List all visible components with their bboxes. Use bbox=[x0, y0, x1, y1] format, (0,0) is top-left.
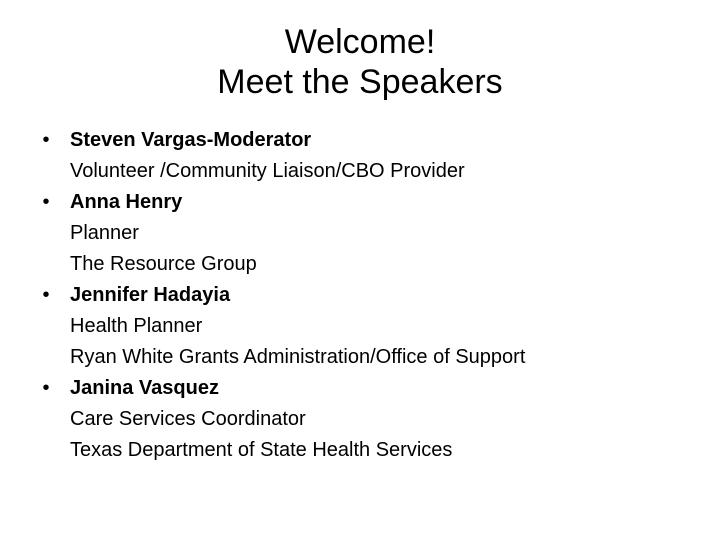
speaker-item-anna-henry bbox=[36, 187, 696, 280]
title-line-welcome: Welcome! bbox=[284, 23, 436, 61]
bullet-icon: • bbox=[42, 377, 50, 399]
speaker-organization: Ryan White Grants Administration/Office of Support bbox=[70, 346, 526, 368]
speaker-role: Volunteer /Community Liaison/CBO Provider bbox=[70, 160, 465, 182]
speaker-name: Jennifer Hadayia bbox=[70, 284, 231, 306]
slide-title bbox=[0, 22, 720, 102]
speaker-item-steven-vargas bbox=[36, 125, 696, 187]
speaker-role: Care Services Coordinator bbox=[70, 408, 306, 430]
bullet-icon: • bbox=[42, 129, 50, 151]
bullet-icon: • bbox=[42, 284, 50, 306]
bullet-icon: • bbox=[42, 191, 50, 213]
speaker-list bbox=[36, 125, 696, 466]
speaker-name: Janina Vasquez bbox=[70, 377, 219, 399]
speaker-organization: Texas Department of State Health Services bbox=[70, 439, 453, 461]
speaker-item-jennifer-hadayia bbox=[36, 280, 696, 373]
speaker-role: Health Planner bbox=[70, 315, 203, 337]
speaker-name: Anna Henry bbox=[70, 191, 183, 213]
speaker-name: Steven Vargas-Moderator bbox=[70, 129, 312, 151]
speaker-organization: The Resource Group bbox=[70, 253, 257, 275]
title-line-meet-speakers: Meet the Speakers bbox=[217, 63, 503, 101]
speaker-item-janina-vasquez bbox=[36, 373, 696, 466]
speaker-role: Planner bbox=[70, 222, 139, 244]
